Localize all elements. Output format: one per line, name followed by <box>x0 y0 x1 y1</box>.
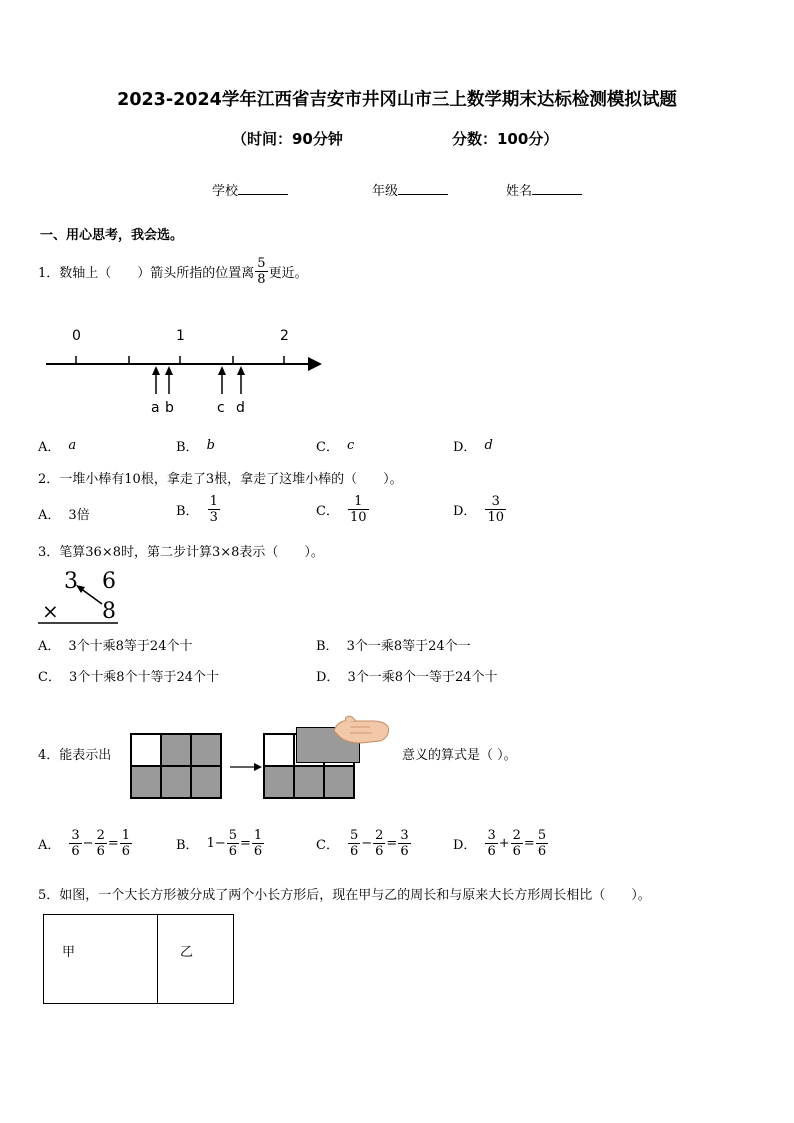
section-title: 一、用心思考，我会选。 <box>40 228 184 243</box>
option-label: A． <box>38 838 61 853</box>
grade-field <box>372 180 448 199</box>
option-value: d <box>484 438 493 453</box>
option-fraction: $\frac{1}{3}$ <box>209 494 218 525</box>
option-label: A． <box>38 508 61 523</box>
question-2: 2．一堆小棒有10根，拿走了3根，拿走了这堆小棒的（ ）。 <box>38 472 403 487</box>
option-value: b <box>206 438 215 453</box>
grade-blank[interactable] <box>398 182 448 195</box>
q3-option-a[interactable] <box>38 635 192 654</box>
option-value: 3倍 <box>68 508 90 523</box>
digit-8: 8 <box>102 599 116 624</box>
name-field <box>506 180 582 199</box>
q4-option-b[interactable]: B． 1− $\frac{5}{6}$ = $\frac{1}{6}$ <box>176 828 263 859</box>
q2-option-a[interactable] <box>38 504 90 523</box>
option-label: D． <box>453 504 477 519</box>
q1-frac-num: 5 <box>257 256 266 271</box>
carry-arrow-line <box>80 588 102 604</box>
tick-label-1: 1 <box>176 328 185 344</box>
arrow-label-a: a <box>151 400 160 416</box>
q1-suffix: 更近。 <box>268 266 308 281</box>
question-1 <box>38 256 308 287</box>
option-fraction: $\frac{3}{10}$ <box>487 494 504 525</box>
option-label: A． <box>38 639 61 654</box>
option-label: A． <box>38 440 61 455</box>
q3-option-b[interactable] <box>316 635 471 654</box>
arrow-label-b: b <box>165 400 174 416</box>
option-value: 3个十乘8等于24个十 <box>68 639 193 654</box>
option-label: B． <box>176 838 199 853</box>
name-label: 姓名 <box>506 184 533 199</box>
q4-suffix: 意义的算式是（ ）。 <box>402 748 517 763</box>
tick-label-2: 2 <box>280 328 289 344</box>
school-label: 学校 <box>212 184 239 199</box>
digit-3: 3 <box>64 569 78 594</box>
option-label: D． <box>453 440 477 455</box>
q1-option-c[interactable] <box>316 436 354 455</box>
option-label: B． <box>176 440 199 455</box>
option-label: B． <box>316 639 339 654</box>
digit-6: 6 <box>102 569 116 594</box>
option-value: 3个一乘8个一等于24个十 <box>347 670 498 685</box>
q1-option-d[interactable] <box>453 436 493 455</box>
option-label: D． <box>453 838 477 853</box>
q4-prefix: 4．能表示出 <box>38 748 112 763</box>
option-value: c <box>346 438 355 453</box>
page-title: 2023-2024学年江西省吉安市井冈山市三上数学期末达标检测模拟试题 <box>117 90 677 110</box>
option-label: B． <box>176 504 199 519</box>
divider-line <box>157 915 158 1003</box>
big-rectangle <box>43 914 234 1004</box>
times-sign: × <box>42 599 59 623</box>
option-label: C． <box>38 670 61 685</box>
arrow-c <box>218 366 226 394</box>
time-info: （时间：90分钟 <box>232 130 343 148</box>
rect-label-jia: 甲 <box>62 945 76 960</box>
q3-option-c[interactable] <box>38 666 219 685</box>
option-value: 3个十乘8个十等于24个十 <box>68 670 220 685</box>
option-label: C． <box>316 504 339 519</box>
option-value: 3个一乘8等于24个一 <box>346 639 471 654</box>
option-label: C． <box>316 440 339 455</box>
number-line <box>40 320 330 420</box>
arrow-d <box>237 366 245 394</box>
arrow-label-c: c <box>217 400 225 416</box>
q4-option-c[interactable]: C． $\frac{5}{6}$ − $\frac{2}{6}$ = $\frac{3}{6}$ <box>316 828 409 859</box>
school-blank[interactable] <box>238 182 288 195</box>
arrow-a <box>152 366 160 394</box>
grade-label: 年级 <box>372 184 399 199</box>
school-field <box>212 180 288 199</box>
rect-label-yi: 乙 <box>180 945 194 960</box>
q4-option-a[interactable]: A． $\frac{3}{6}$ − $\frac{2}{6}$ = $\frac{1}{6}$ <box>38 828 131 859</box>
q2-option-b[interactable] <box>176 494 221 525</box>
name-blank[interactable] <box>532 182 582 195</box>
number-line-arrowhead <box>308 357 322 371</box>
option-value: a <box>68 438 77 453</box>
question-3: 3．笔算36×8时，第二步计算3×8表示（ ）。 <box>38 545 324 560</box>
q1-fraction <box>255 256 267 287</box>
arrow-b <box>165 366 173 394</box>
q1-prefix: 1．数轴上（ ）箭头所指的位置离 <box>38 266 255 281</box>
q1-option-b[interactable] <box>176 436 215 455</box>
q1-frac-den: 8 <box>257 272 266 287</box>
right-arrow-icon <box>228 760 264 774</box>
multiplication-figure <box>36 566 126 626</box>
tick-label-0: 0 <box>72 328 81 344</box>
q2-option-d[interactable] <box>453 494 507 525</box>
q4-grid-before <box>130 733 222 799</box>
option-fraction: $\frac{1}{10}$ <box>349 494 367 525</box>
option-label: D． <box>316 670 340 685</box>
arrow-label-d: d <box>236 400 245 416</box>
q1-option-a[interactable] <box>38 436 76 455</box>
option-label: C． <box>316 838 339 853</box>
q2-option-c[interactable] <box>316 494 370 525</box>
q4-option-d[interactable]: D． $\frac{3}{6}$ + $\frac{2}{6}$ = $\frac{5}{6}$ <box>453 828 547 859</box>
hand-icon <box>330 713 392 747</box>
question-5: 5．如图，一个大长方形被分成了两个小长方形后，现在甲与乙的周长和与原来大长方形周长相比（ ）。 <box>38 888 651 903</box>
q3-option-d[interactable] <box>316 666 498 685</box>
score-info: 分数：100分） <box>452 130 559 148</box>
